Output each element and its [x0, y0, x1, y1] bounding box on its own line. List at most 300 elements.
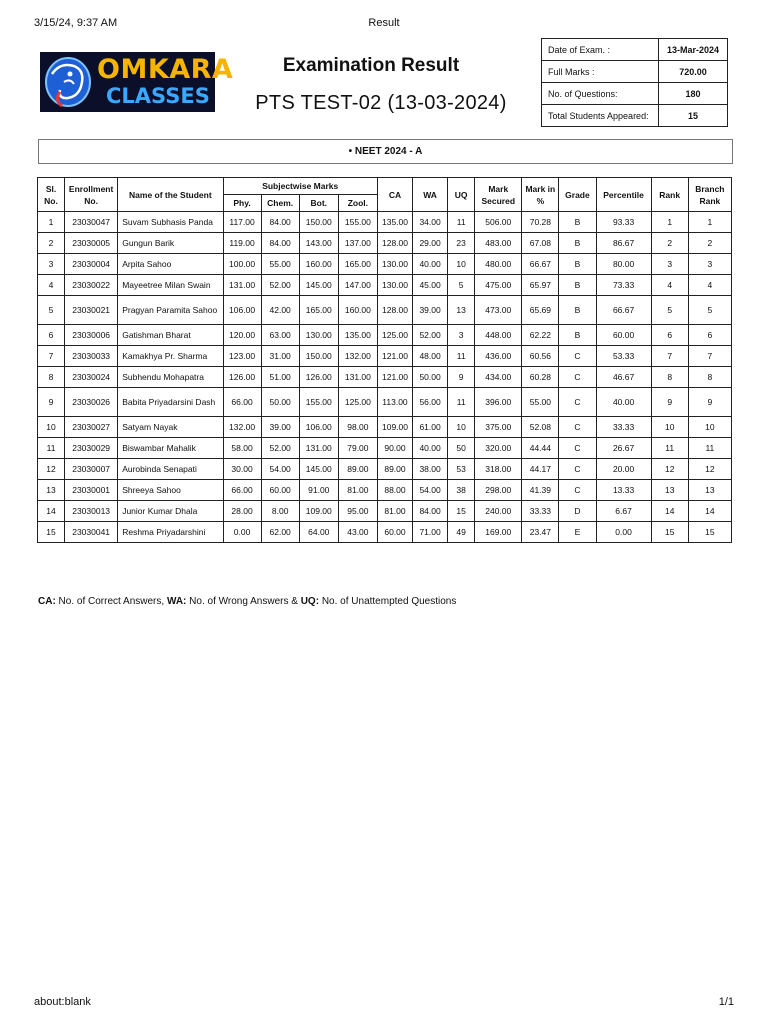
cell-phy: 131.00 [223, 275, 261, 296]
col-zool: Zool. [338, 195, 377, 212]
cell-bot: 143.00 [299, 233, 338, 254]
col-phy: Phy. [223, 195, 261, 212]
cell-mark-pct: 65.69 [522, 296, 559, 325]
cell-percentile: 26.67 [596, 438, 651, 459]
cell-zool: 81.00 [338, 480, 377, 501]
cell-zool: 79.00 [338, 438, 377, 459]
cell-phy: 58.00 [223, 438, 261, 459]
legend-wa-text: No. of Wrong Answers & [186, 596, 301, 607]
cell-name: Junior Kumar Dhala [118, 501, 223, 522]
cell-percentile: 13.33 [596, 480, 651, 501]
cell-ca: 88.00 [377, 480, 412, 501]
cell-zool: 95.00 [338, 501, 377, 522]
cell-ca: 109.00 [377, 417, 412, 438]
cell-grade: C [559, 459, 596, 480]
cell-mark-pct: 70.28 [522, 212, 559, 233]
legend-ca-text: No. of Correct Answers, [55, 596, 167, 607]
course-name: • NEET 2024 - A [348, 146, 423, 157]
cell-uq: 3 [448, 325, 475, 346]
cell-rank: 8 [651, 367, 688, 388]
cell-ca: 121.00 [377, 346, 412, 367]
cell-enrollment: 23030007 [65, 459, 118, 480]
cell-bot: 155.00 [299, 388, 338, 417]
omkara-logo [40, 52, 234, 112]
info-label: Full Marks : [542, 61, 659, 83]
cell-phy: 119.00 [223, 233, 261, 254]
cell-enrollment: 23030041 [65, 522, 118, 543]
page-title: Examination Result [282, 55, 460, 76]
table-row [38, 480, 732, 501]
cell-enrollment: 23030029 [65, 438, 118, 459]
cell-branch-rank: 9 [688, 388, 731, 417]
cell-grade: B [559, 275, 596, 296]
cell-sl: 5 [38, 296, 65, 325]
cell-zool: 132.00 [338, 346, 377, 367]
col-rank: Rank [651, 178, 688, 212]
cell-branch-rank: 6 [688, 325, 731, 346]
cell-chem: 8.00 [261, 501, 299, 522]
table-row [38, 388, 732, 417]
cell-sl: 11 [38, 438, 65, 459]
table-row [38, 459, 732, 480]
cell-name: Mayeetree Milan Swain [118, 275, 223, 296]
table-row [38, 522, 732, 543]
cell-mark-pct: 33.33 [522, 501, 559, 522]
legend-wa-key: WA: [166, 596, 187, 607]
cell-name: Gatishman Bharat [118, 325, 223, 346]
cell-mark-pct: 62.22 [522, 325, 559, 346]
cell-wa: 54.00 [413, 480, 448, 501]
cell-sl: 9 [38, 388, 65, 417]
table-header-row [38, 178, 732, 195]
cell-chem: 52.00 [261, 438, 299, 459]
cell-uq: 5 [448, 275, 475, 296]
info-row [542, 61, 728, 83]
cell-chem: 55.00 [261, 254, 299, 275]
cell-grade: E [559, 522, 596, 543]
cell-rank: 15 [651, 522, 688, 543]
cell-chem: 52.00 [261, 275, 299, 296]
info-row [542, 83, 728, 105]
cell-name: Pragyan Paramita Sahoo [118, 296, 223, 325]
cell-uq: 11 [448, 388, 475, 417]
cell-rank: 12 [651, 459, 688, 480]
cell-rank: 7 [651, 346, 688, 367]
table-row [38, 346, 732, 367]
table-row [38, 212, 732, 233]
cell-uq: 11 [448, 212, 475, 233]
cell-mark-secured: 436.00 [475, 346, 522, 367]
cell-mark-secured: 169.00 [475, 522, 522, 543]
cell-percentile: 93.33 [596, 212, 651, 233]
cell-wa: 45.00 [413, 275, 448, 296]
cell-chem: 60.00 [261, 480, 299, 501]
cell-sl: 4 [38, 275, 65, 296]
cell-rank: 6 [651, 325, 688, 346]
cell-bot: 106.00 [299, 417, 338, 438]
cell-zool: 89.00 [338, 459, 377, 480]
cell-mark-pct: 60.56 [522, 346, 559, 367]
cell-name: Kamakhya Pr. Sharma [118, 346, 223, 367]
cell-branch-rank: 7 [688, 346, 731, 367]
cell-bot: 109.00 [299, 501, 338, 522]
cell-ca: 81.00 [377, 501, 412, 522]
table-row [38, 417, 732, 438]
cell-branch-rank: 14 [688, 501, 731, 522]
cell-percentile: 66.67 [596, 296, 651, 325]
cell-chem: 62.00 [261, 522, 299, 543]
cell-bot: 126.00 [299, 367, 338, 388]
cell-zool: 135.00 [338, 325, 377, 346]
cell-ca: 113.00 [377, 388, 412, 417]
info-row [542, 39, 728, 61]
cell-mark-pct: 55.00 [522, 388, 559, 417]
cell-name: Reshma Priyadarshini [118, 522, 223, 543]
col-uq: UQ [448, 178, 475, 212]
info-row [542, 105, 728, 127]
cell-uq: 10 [448, 417, 475, 438]
cell-wa: 61.00 [413, 417, 448, 438]
cell-branch-rank: 4 [688, 275, 731, 296]
cell-percentile: 86.67 [596, 233, 651, 254]
cell-name: Aurobinda Senapati [118, 459, 223, 480]
cell-wa: 84.00 [413, 501, 448, 522]
cell-mark-pct: 60.28 [522, 367, 559, 388]
cell-uq: 23 [448, 233, 475, 254]
col-mark-pct: Mark in % [522, 178, 559, 212]
cell-wa: 39.00 [413, 296, 448, 325]
cell-name: Biswambar Mahalik [118, 438, 223, 459]
cell-uq: 53 [448, 459, 475, 480]
print-datetime: 3/15/24, 9:37 AM [34, 17, 118, 29]
col-percentile: Percentile [596, 178, 651, 212]
cell-rank: 10 [651, 417, 688, 438]
cell-grade: B [559, 325, 596, 346]
cell-name: Shreeya Sahoo [118, 480, 223, 501]
cell-enrollment: 23030024 [65, 367, 118, 388]
cell-enrollment: 23030033 [65, 346, 118, 367]
cell-chem: 31.00 [261, 346, 299, 367]
cell-branch-rank: 10 [688, 417, 731, 438]
table-row [38, 438, 732, 459]
cell-bot: 64.00 [299, 522, 338, 543]
cell-phy: 132.00 [223, 417, 261, 438]
cell-uq: 15 [448, 501, 475, 522]
cell-mark-secured: 483.00 [475, 233, 522, 254]
cell-rank: 11 [651, 438, 688, 459]
cell-mark-pct: 41.39 [522, 480, 559, 501]
cell-zool: 137.00 [338, 233, 377, 254]
logo-text-classes: CLASSES [106, 84, 210, 108]
cell-ca: 60.00 [377, 522, 412, 543]
cell-percentile: 60.00 [596, 325, 651, 346]
cell-mark-pct: 67.08 [522, 233, 559, 254]
cell-mark-secured: 434.00 [475, 367, 522, 388]
cell-percentile: 0.00 [596, 522, 651, 543]
col-grade: Grade [559, 178, 596, 212]
cell-grade: D [559, 501, 596, 522]
cell-mark-pct: 44.44 [522, 438, 559, 459]
cell-mark-secured: 375.00 [475, 417, 522, 438]
cell-sl: 1 [38, 212, 65, 233]
logo-text-omkara: OMKARA [97, 54, 234, 85]
info-label: Total Students Appeared: [542, 105, 659, 127]
cell-phy: 117.00 [223, 212, 261, 233]
cell-wa: 38.00 [413, 459, 448, 480]
print-title: Result [368, 17, 400, 29]
table-row [38, 296, 732, 325]
cell-chem: 39.00 [261, 417, 299, 438]
cell-grade: C [559, 438, 596, 459]
cell-phy: 66.00 [223, 388, 261, 417]
cell-grade: C [559, 417, 596, 438]
cell-sl: 14 [38, 501, 65, 522]
col-bot: Bot. [299, 195, 338, 212]
print-url: about:blank [34, 996, 91, 1008]
cell-bot: 145.00 [299, 459, 338, 480]
cell-name: Subhendu Mohapatra [118, 367, 223, 388]
cell-bot: 165.00 [299, 296, 338, 325]
cell-phy: 106.00 [223, 296, 261, 325]
cell-name: Babita Priyadarsini Dash [118, 388, 223, 417]
cell-name: Gungun Barik [118, 233, 223, 254]
cell-phy: 28.00 [223, 501, 261, 522]
cell-rank: 14 [651, 501, 688, 522]
cell-wa: 56.00 [413, 388, 448, 417]
cell-zool: 43.00 [338, 522, 377, 543]
cell-chem: 63.00 [261, 325, 299, 346]
cell-grade: C [559, 480, 596, 501]
cell-uq: 50 [448, 438, 475, 459]
cell-name: Suvam Subhasis Panda [118, 212, 223, 233]
cell-mark-secured: 448.00 [475, 325, 522, 346]
cell-ca: 90.00 [377, 438, 412, 459]
cell-sl: 6 [38, 325, 65, 346]
cell-percentile: 73.33 [596, 275, 651, 296]
cell-grade: C [559, 388, 596, 417]
cell-branch-rank: 3 [688, 254, 731, 275]
cell-mark-secured: 473.00 [475, 296, 522, 325]
info-value: 13-Mar-2024 [659, 39, 728, 61]
cell-branch-rank: 13 [688, 480, 731, 501]
cell-sl: 7 [38, 346, 65, 367]
table-row [38, 501, 732, 522]
cell-mark-secured: 475.00 [475, 275, 522, 296]
cell-sl: 10 [38, 417, 65, 438]
table-row [38, 325, 732, 346]
cell-sl: 8 [38, 367, 65, 388]
print-footer [34, 996, 734, 1010]
cell-uq: 11 [448, 346, 475, 367]
cell-phy: 120.00 [223, 325, 261, 346]
cell-mark-secured: 318.00 [475, 459, 522, 480]
table-row [38, 275, 732, 296]
cell-zool: 147.00 [338, 275, 377, 296]
cell-grade: C [559, 346, 596, 367]
cell-mark-secured: 320.00 [475, 438, 522, 459]
cell-wa: 40.00 [413, 438, 448, 459]
print-header [34, 17, 734, 31]
cell-percentile: 80.00 [596, 254, 651, 275]
cell-zool: 155.00 [338, 212, 377, 233]
cell-ca: 121.00 [377, 367, 412, 388]
results-table [37, 177, 732, 543]
info-value: 720.00 [659, 61, 728, 83]
print-page-number: 1/1 [718, 996, 734, 1008]
cell-ca: 130.00 [377, 254, 412, 275]
cell-ca: 89.00 [377, 459, 412, 480]
cell-wa: 29.00 [413, 233, 448, 254]
cell-wa: 48.00 [413, 346, 448, 367]
cell-grade: B [559, 212, 596, 233]
cell-phy: 123.00 [223, 346, 261, 367]
cell-enrollment: 23030013 [65, 501, 118, 522]
cell-bot: 130.00 [299, 325, 338, 346]
cell-phy: 126.00 [223, 367, 261, 388]
col-subjectwise: Subjectwise Marks [223, 178, 377, 195]
info-label: Date of Exam. : [542, 39, 659, 61]
cell-ca: 128.00 [377, 233, 412, 254]
cell-chem: 50.00 [261, 388, 299, 417]
col-enrollment: Enrollment No. [65, 178, 118, 212]
cell-enrollment: 23030047 [65, 212, 118, 233]
cell-ca: 130.00 [377, 275, 412, 296]
cell-percentile: 46.67 [596, 367, 651, 388]
cell-ca: 135.00 [377, 212, 412, 233]
cell-branch-rank: 11 [688, 438, 731, 459]
col-wa: WA [413, 178, 448, 212]
cell-zool: 98.00 [338, 417, 377, 438]
legend-ca-key: CA: [38, 596, 56, 607]
ganesha-icon [40, 52, 100, 112]
cell-zool: 160.00 [338, 296, 377, 325]
cell-phy: 0.00 [223, 522, 261, 543]
cell-enrollment: 23030026 [65, 388, 118, 417]
col-name: Name of the Student [118, 178, 223, 212]
cell-zool: 165.00 [338, 254, 377, 275]
cell-chem: 42.00 [261, 296, 299, 325]
cell-enrollment: 23030021 [65, 296, 118, 325]
cell-mark-secured: 240.00 [475, 501, 522, 522]
cell-mark-secured: 396.00 [475, 388, 522, 417]
cell-rank: 9 [651, 388, 688, 417]
exam-info-table [541, 38, 728, 127]
legend-uq-key: UQ: [300, 596, 320, 607]
cell-name: Arpita Sahoo [118, 254, 223, 275]
cell-enrollment: 23030001 [65, 480, 118, 501]
cell-branch-rank: 1 [688, 212, 731, 233]
cell-bot: 150.00 [299, 212, 338, 233]
cell-chem: 84.00 [261, 212, 299, 233]
cell-mark-pct: 65.97 [522, 275, 559, 296]
cell-rank: 2 [651, 233, 688, 254]
cell-wa: 40.00 [413, 254, 448, 275]
cell-sl: 13 [38, 480, 65, 501]
cell-enrollment: 23030005 [65, 233, 118, 254]
cell-wa: 50.00 [413, 367, 448, 388]
cell-grade: B [559, 233, 596, 254]
cell-zool: 125.00 [338, 388, 377, 417]
cell-enrollment: 23030022 [65, 275, 118, 296]
cell-uq: 38 [448, 480, 475, 501]
table-row [38, 233, 732, 254]
cell-chem: 51.00 [261, 367, 299, 388]
cell-percentile: 20.00 [596, 459, 651, 480]
col-mark-secured: Mark Secured [475, 178, 522, 212]
cell-wa: 71.00 [413, 522, 448, 543]
cell-mark-pct: 66.67 [522, 254, 559, 275]
cell-bot: 150.00 [299, 346, 338, 367]
cell-sl: 15 [38, 522, 65, 543]
col-sl: Sl. No. [38, 178, 65, 212]
cell-uq: 9 [448, 367, 475, 388]
cell-name: Satyam Nayak [118, 417, 223, 438]
legend-uq-text: No. of Unattempted Questions [319, 596, 457, 607]
cell-phy: 66.00 [223, 480, 261, 501]
table-row [38, 254, 732, 275]
cell-rank: 13 [651, 480, 688, 501]
cell-percentile: 40.00 [596, 388, 651, 417]
cell-bot: 160.00 [299, 254, 338, 275]
cell-mark-secured: 506.00 [475, 212, 522, 233]
course-banner [38, 139, 733, 164]
cell-branch-rank: 5 [688, 296, 731, 325]
cell-mark-pct: 44.17 [522, 459, 559, 480]
cell-enrollment: 23030006 [65, 325, 118, 346]
cell-rank: 3 [651, 254, 688, 275]
cell-mark-secured: 480.00 [475, 254, 522, 275]
cell-wa: 34.00 [413, 212, 448, 233]
info-value: 15 [659, 105, 728, 127]
cell-zool: 131.00 [338, 367, 377, 388]
cell-mark-pct: 52.08 [522, 417, 559, 438]
cell-bot: 131.00 [299, 438, 338, 459]
cell-uq: 10 [448, 254, 475, 275]
cell-mark-secured: 298.00 [475, 480, 522, 501]
cell-bot: 145.00 [299, 275, 338, 296]
cell-mark-pct: 23.47 [522, 522, 559, 543]
cell-rank: 1 [651, 212, 688, 233]
cell-rank: 4 [651, 275, 688, 296]
abbreviation-legend [38, 596, 456, 607]
cell-branch-rank: 2 [688, 233, 731, 254]
cell-branch-rank: 12 [688, 459, 731, 480]
cell-grade: B [559, 254, 596, 275]
cell-grade: C [559, 367, 596, 388]
cell-percentile: 33.33 [596, 417, 651, 438]
col-branch-rank: Branch Rank [688, 178, 731, 212]
table-row [38, 367, 732, 388]
cell-ca: 125.00 [377, 325, 412, 346]
cell-chem: 54.00 [261, 459, 299, 480]
cell-percentile: 6.67 [596, 501, 651, 522]
cell-grade: B [559, 296, 596, 325]
cell-sl: 12 [38, 459, 65, 480]
cell-uq: 13 [448, 296, 475, 325]
cell-ca: 128.00 [377, 296, 412, 325]
cell-chem: 84.00 [261, 233, 299, 254]
cell-uq: 49 [448, 522, 475, 543]
col-ca: CA [377, 178, 412, 212]
cell-wa: 52.00 [413, 325, 448, 346]
info-value: 180 [659, 83, 728, 105]
cell-branch-rank: 8 [688, 367, 731, 388]
info-label: No. of Questions: [542, 83, 659, 105]
cell-phy: 30.00 [223, 459, 261, 480]
cell-sl: 3 [38, 254, 65, 275]
cell-phy: 100.00 [223, 254, 261, 275]
cell-branch-rank: 15 [688, 522, 731, 543]
